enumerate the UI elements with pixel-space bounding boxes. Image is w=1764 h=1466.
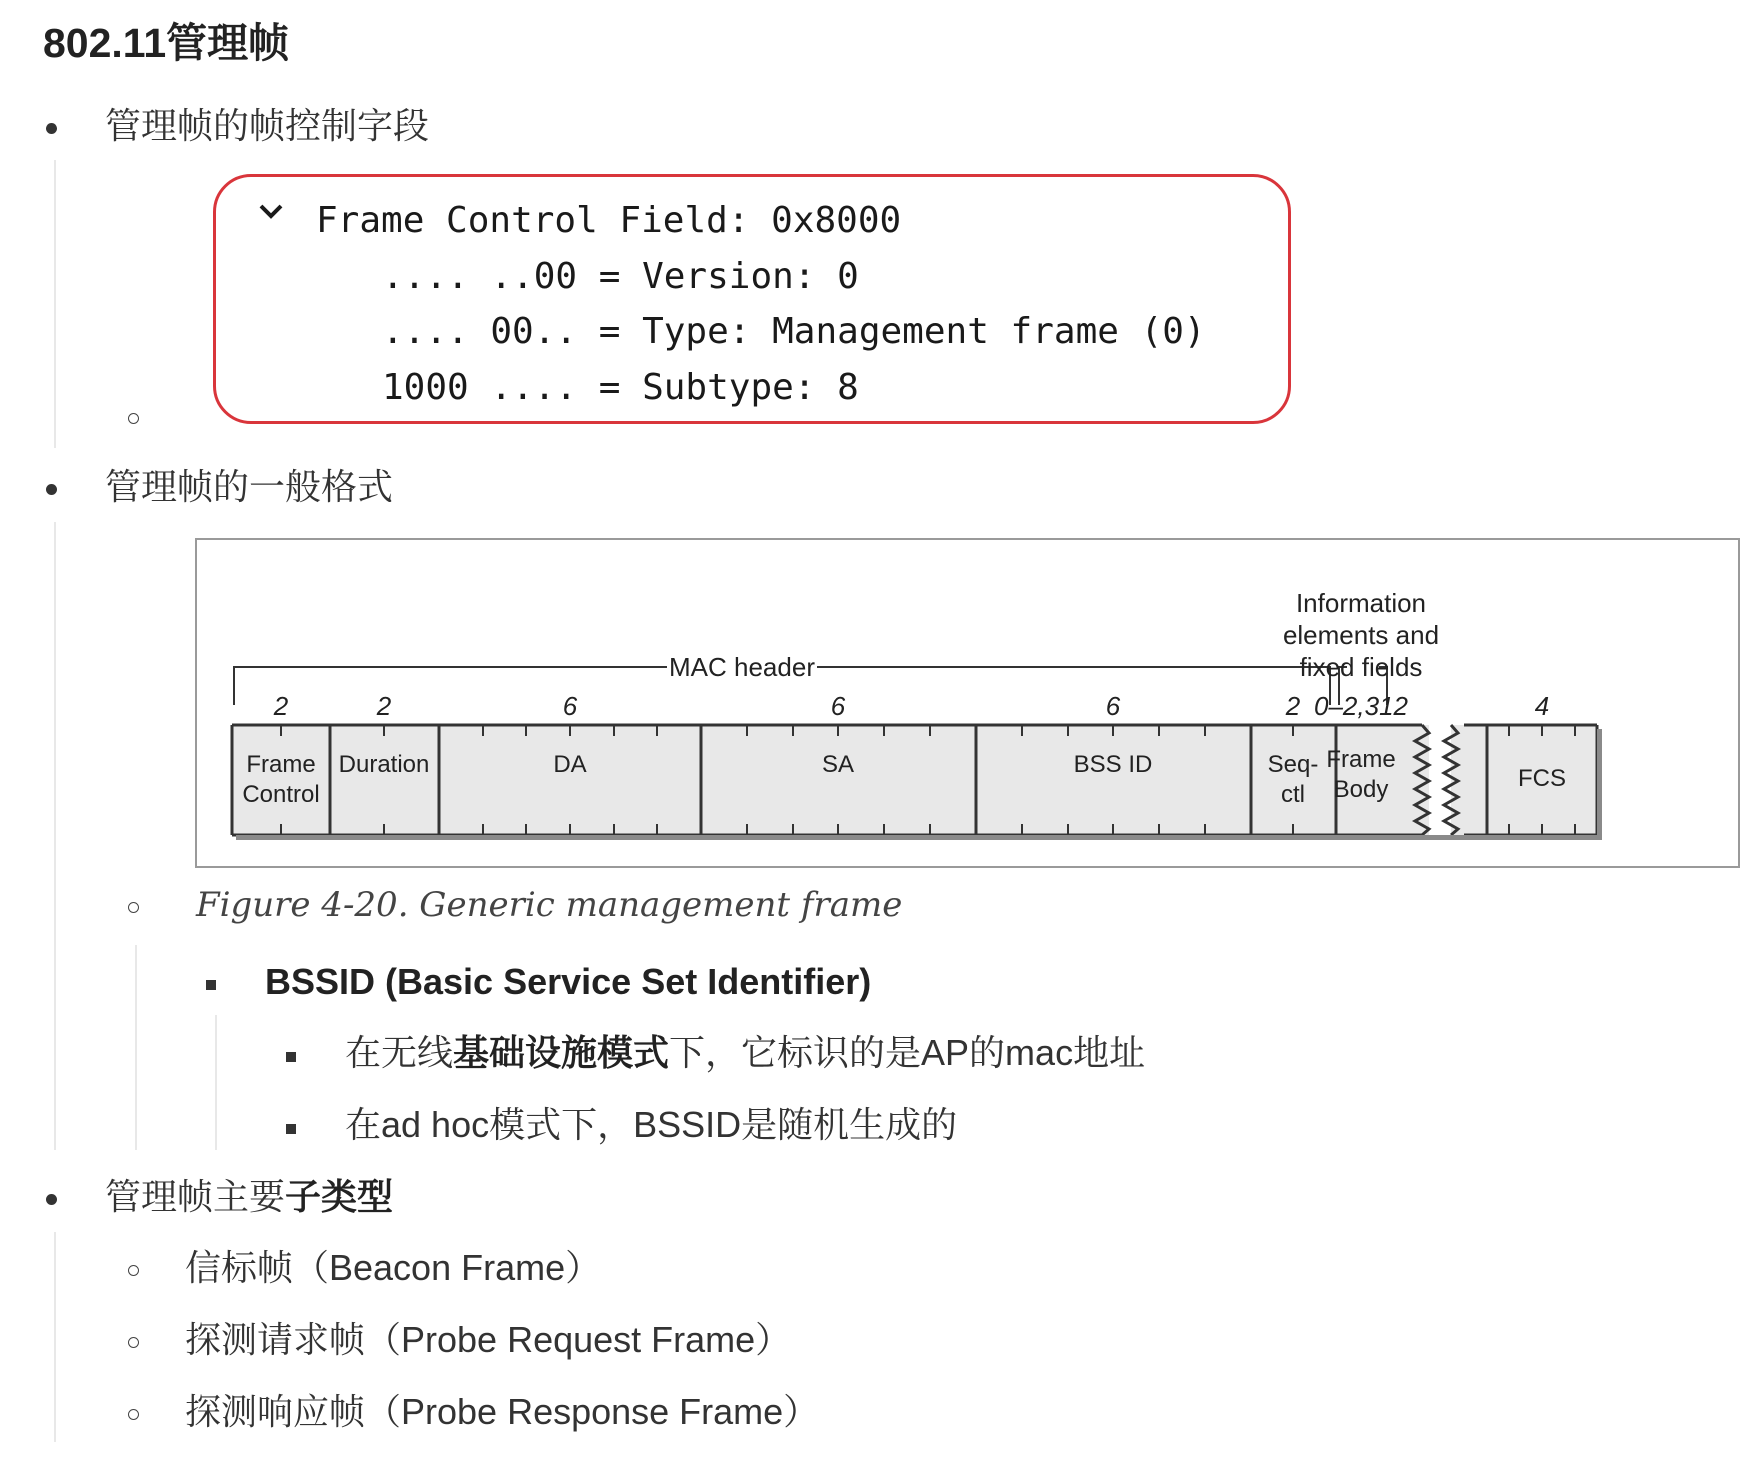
frame-diagram [197, 540, 1738, 866]
size-frame-body: 0–2,312 [1314, 691, 1408, 721]
indent-guide [54, 522, 56, 1150]
frame-control-subtype: 1000 .... = Subtype: 8 [382, 367, 859, 408]
info-label-line2: elements and [1282, 620, 1440, 650]
bullet-disc [46, 1194, 57, 1205]
field-seqctl-2: ctl [1281, 781, 1305, 808]
section-general-format-label: 管理帧的一般格式 [105, 466, 394, 507]
field-sa: SA [821, 751, 855, 778]
bullet-square [286, 1124, 296, 1134]
bullet-disc [46, 484, 57, 495]
mac-header-label: MAC header [669, 652, 815, 682]
indent-guide [54, 160, 56, 448]
size-seqctl: 2 [1285, 691, 1301, 721]
indent-guide [215, 1015, 217, 1150]
size-sa: 6 [830, 691, 846, 721]
bullet-circle [128, 902, 139, 913]
bssid-infrastructure-item: 在无线基础设施模式下，它标识的是AP的mac地址 [345, 1032, 1146, 1073]
bssid-adhoc-item: 在ad hoc模式下，BSSID是随机生成的 [345, 1104, 958, 1145]
frame-control-header: Frame Control Field: 0x8000 [316, 200, 902, 241]
size-fcs: 4 [1534, 691, 1550, 721]
size-da: 6 [562, 691, 578, 721]
bullet-circle [128, 413, 139, 424]
frame-control-version: .... ..00 = Version: 0 [382, 256, 859, 297]
info-label-line1: Information [1295, 588, 1427, 618]
figure-caption: Figure 4-20. Generic management frame [196, 885, 903, 925]
bullet-circle [128, 1409, 139, 1420]
field-seqctl-1: Seq- [1267, 751, 1319, 778]
page-title: 802.11管理帧 [43, 20, 290, 66]
section-subtypes-label: 管理帧主要子类型 [105, 1176, 394, 1217]
management-frame-figure [195, 538, 1740, 868]
field-duration: Duration [338, 751, 430, 778]
frame-control-image [213, 174, 1291, 424]
bullet-square [206, 980, 216, 990]
section-frame-control-label: 管理帧的帧控制字段 [105, 105, 430, 146]
field-da: DA [553, 751, 587, 778]
bssid-heading: BSSID (Basic Service Set Identifier) [265, 961, 872, 1002]
field-frame-control-1: Frame [246, 751, 316, 778]
chevron-down-icon [258, 203, 284, 219]
indent-guide [135, 945, 137, 1150]
subtype-probe-request: 探测请求帧（Probe Request Frame） [185, 1319, 792, 1360]
indent-guide [54, 1232, 56, 1442]
frame-control-type: .... 00.. = Type: Management frame (0) [382, 311, 1206, 352]
bullet-circle [128, 1265, 139, 1276]
bullet-square [286, 1052, 296, 1062]
size-frame-control: 2 [273, 691, 289, 721]
size-bssid: 6 [1105, 691, 1121, 721]
info-label-line3: fixed fields [1299, 652, 1423, 682]
field-fcs: FCS [1518, 765, 1566, 792]
field-frame-control-2: Control [242, 781, 320, 808]
bullet-circle [128, 1337, 139, 1348]
field-bssid: BSS ID [1073, 751, 1153, 778]
subtype-beacon: 信标帧（Beacon Frame） [185, 1247, 602, 1288]
field-frame-body-2: Body [1333, 776, 1389, 803]
field-frame-body-1: Frame [1326, 746, 1396, 773]
size-duration: 2 [376, 691, 392, 721]
subtype-probe-response: 探测响应帧（Probe Response Frame） [185, 1391, 820, 1432]
bullet-disc [46, 123, 57, 134]
